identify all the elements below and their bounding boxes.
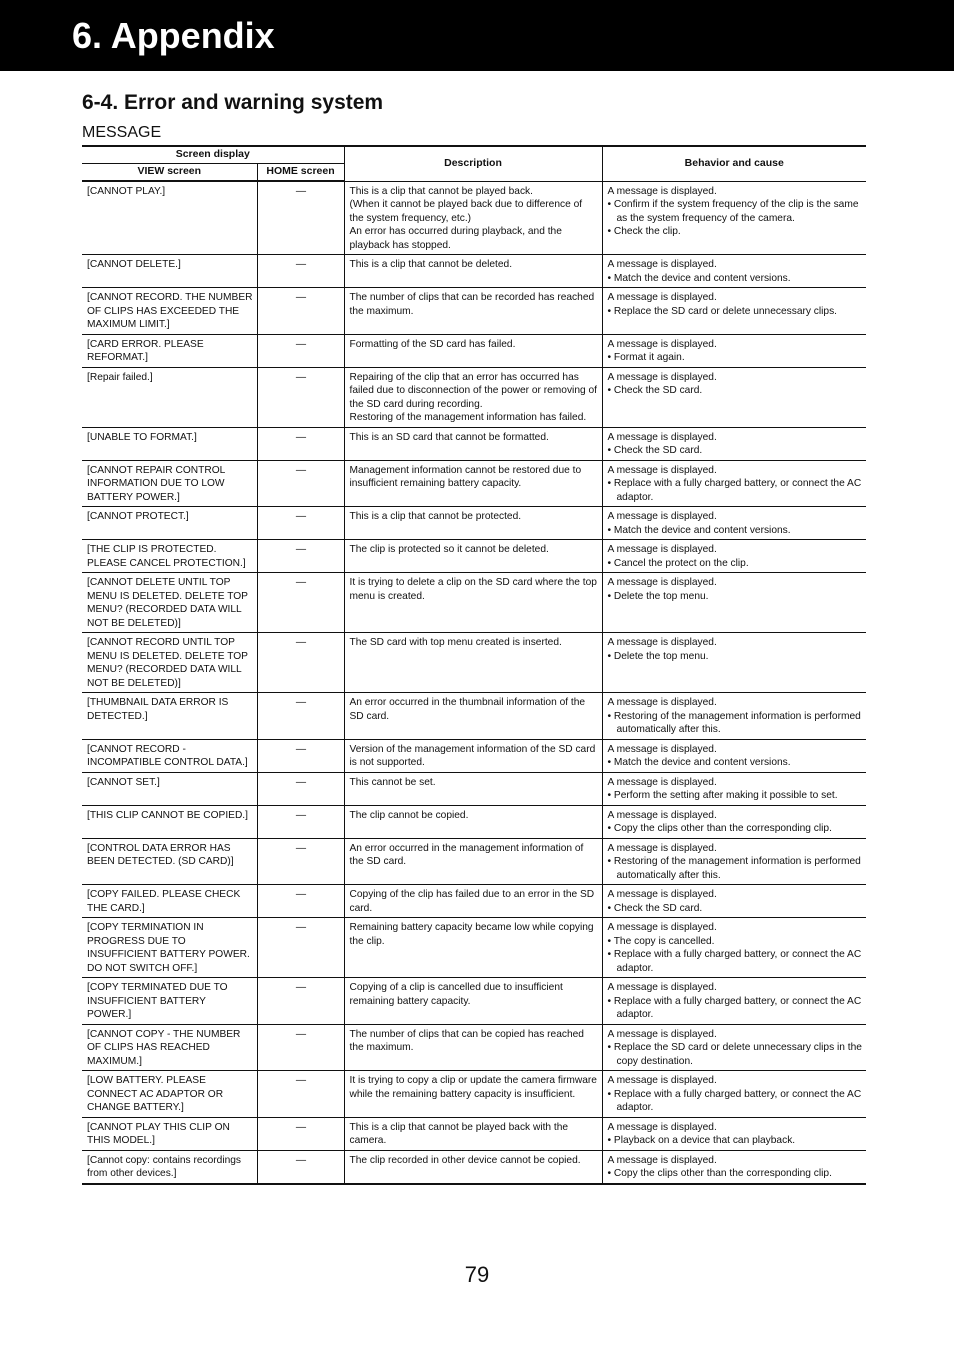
behavior-bullet: • Match the device and content versions. [607, 524, 791, 536]
behavior-bullet: • Cancel the protect on the clip. [607, 557, 749, 569]
table-row [82, 427, 866, 460]
view-screen-message: [LOW BATTERY. PLEASE CONNECT AC ADAPTOR OR CHANGE BATTERY.] [82, 1071, 257, 1118]
table-row [82, 255, 866, 288]
behavior-bullet: • Replace the SD card or delete unnecessary clips. [607, 305, 838, 317]
table-row [82, 288, 866, 335]
section-title: 6-4. Error and warning system [82, 91, 384, 114]
behavior-summary: A message is displayed. [607, 922, 717, 933]
behavior-bullet: • Restoring of the management information is performed automatically after this. [607, 856, 861, 881]
description-cell: This is a clip that cannot be played back with the camera. [344, 1117, 602, 1150]
home-screen-message: — [257, 1117, 344, 1150]
description-cell: Version of the management information of the SD card is not supported. [344, 739, 602, 772]
behavior-summary: A message is displayed. [607, 338, 717, 350]
description-cell: The clip recorded in other device cannot be copied. [344, 1150, 602, 1184]
table-row [82, 1024, 866, 1071]
behavior-summary: A message is displayed. [607, 1075, 717, 1086]
behavior-cell [602, 427, 866, 460]
description-cell: It is trying to delete a clip on the SD card where the top menu is created. [344, 573, 602, 633]
home-screen-message: — [257, 255, 344, 288]
behavior-summary: A message is displayed. [607, 889, 717, 900]
view-screen-message: [THIS CLIP CANNOT BE COPIED.] [82, 805, 257, 838]
behavior-summary: A message is displayed. [607, 431, 717, 443]
table-row [82, 838, 866, 885]
behavior-summary: A message is displayed. [607, 544, 717, 555]
home-screen-message: — [257, 805, 344, 838]
behavior-cell [602, 633, 866, 693]
home-screen-message: — [257, 334, 344, 367]
home-screen-message: — [257, 573, 344, 633]
view-screen-message: [CANNOT SET.] [82, 772, 257, 805]
behavior-bullet: • Perform the setting after making it possible to set. [607, 790, 838, 801]
view-screen-message: [CANNOT DELETE UNTIL TOP MENU IS DELETED. DELETE TOP MENU? (RECORDED DATA WILL NOT BE DELETED)] [82, 573, 257, 633]
behavior-bullet: • Copy the clips other than the corresponding clip. [607, 823, 832, 834]
home-screen-message: — [257, 772, 344, 805]
behavior-summary: A message is displayed. [607, 697, 717, 708]
table-row [82, 367, 866, 427]
chapter-title: 6. Appendix [72, 15, 275, 56]
behavior-bullet: • Format it again. [607, 352, 685, 363]
description-cell: An error occurred in the thumbnail information of the SD card. [344, 693, 602, 740]
behavior-bullet: • Replace with a fully charged battery, or connect the AC adaptor. [607, 478, 862, 503]
table-row [82, 334, 866, 367]
table-row [82, 540, 866, 573]
behavior-summary: A message is displayed. [607, 577, 717, 588]
behavior-cell [602, 1024, 866, 1071]
view-screen-message: [COPY TERMINATION IN PROGRESS DUE TO INSUFFICIENT BATTERY POWER. DO NOT SWITCH OFF.] [82, 918, 257, 978]
page-number: 79 [464, 1262, 490, 1287]
behavior-summary: A message is displayed. [607, 809, 717, 821]
table-row [82, 573, 866, 633]
behavior-bullet: • Copy the clips other than the corresponding clip. [607, 1168, 832, 1179]
table-row [82, 460, 866, 507]
home-screen-message: — [257, 1071, 344, 1118]
table-header [82, 146, 866, 181]
behavior-bullet: • Restoring of the management information is performed automatically after this. [607, 710, 861, 735]
table-row [82, 885, 866, 918]
home-screen-message: — [257, 978, 344, 1025]
home-screen-message: — [257, 367, 344, 427]
behavior-cell [602, 367, 866, 427]
behavior-cell [602, 805, 866, 838]
view-screen-message: [Cannot copy: contains recordings from other devices.] [82, 1150, 257, 1184]
description-cell: It is trying to copy a clip or update the camera firmware while the remaining battery capacity is insufficient. [344, 1071, 602, 1118]
view-screen-message: [CANNOT PROTECT.] [82, 507, 257, 540]
home-screen-message: — [257, 181, 344, 255]
description-cell: Copying of the clip has failed due to an error in the SD card. [344, 885, 602, 918]
table-row [82, 772, 866, 805]
behavior-cell [602, 772, 866, 805]
home-screen-message: — [257, 507, 344, 540]
behavior-cell [602, 978, 866, 1025]
behavior-summary: A message is displayed. [607, 371, 717, 383]
behavior-cell [602, 1117, 866, 1150]
home-screen-message: — [257, 460, 344, 507]
behavior-cell [602, 838, 866, 885]
table-row [82, 181, 866, 255]
header-view-screen: VIEW screen [82, 164, 257, 182]
view-screen-message: [CANNOT PLAY.] [82, 181, 257, 255]
home-screen-message: — [257, 288, 344, 335]
view-screen-message: [COPY FAILED. PLEASE CHECK THE CARD.] [82, 885, 257, 918]
home-screen-message: — [257, 540, 344, 573]
description-cell: This is a clip that cannot be played back. (When it cannot be played back due to difference of the system frequency, etc.) An error has occurred during playback, and the playback has stopped. [344, 181, 602, 255]
view-screen-message: [CANNOT REPAIR CONTROL INFORMATION DUE TO LOW BATTERY POWER.] [82, 460, 257, 507]
view-screen-message: [CANNOT RECORD - INCOMPATIBLE CONTROL DATA.] [82, 739, 257, 772]
description-cell: Repairing of the clip that an error has occurred has failed due to disconnection of the power or removing of the SD card during recording. Restoring of the management information has failed. [344, 367, 602, 427]
table-body [82, 181, 866, 1184]
description-cell: The clip is protected so it cannot be deleted. [344, 540, 602, 573]
table-row [82, 1150, 866, 1184]
view-screen-message: [CANNOT PLAY THIS CLIP ON THIS MODEL.] [82, 1117, 257, 1150]
behavior-cell [602, 288, 866, 335]
behavior-cell [602, 918, 866, 978]
behavior-summary: A message is displayed. [607, 185, 717, 197]
behavior-bullet: • Delete the top menu. [607, 650, 709, 662]
header-screen-display: Screen display [82, 146, 344, 164]
behavior-bullet: • Replace the SD card or delete unnecessary clips in the copy destination. [607, 1042, 862, 1067]
description-cell: An error occurred in the management information of the SD card. [344, 838, 602, 885]
home-screen-message: — [257, 918, 344, 978]
description-cell: The number of clips that can be copied has reached the maximum. [344, 1024, 602, 1071]
table-row [82, 633, 866, 693]
behavior-bullet: • Check the SD card. [607, 445, 703, 456]
description-cell: This cannot be set. [344, 772, 602, 805]
behavior-cell [602, 739, 866, 772]
home-screen-message: — [257, 739, 344, 772]
behavior-summary: A message is displayed. [607, 1028, 717, 1040]
behavior-cell [602, 255, 866, 288]
table-row [82, 693, 866, 740]
behavior-cell [602, 460, 866, 507]
behavior-bullet: • Replace with a fully charged battery, or connect the AC adaptor. [607, 995, 862, 1020]
home-screen-message: — [257, 838, 344, 885]
home-screen-message: — [257, 693, 344, 740]
header-home-screen: HOME screen [257, 164, 344, 182]
behavior-bullet: • Playback on a device that can playback. [607, 1135, 796, 1146]
description-cell: The number of clips that can be recorded has reached the maximum. [344, 288, 602, 335]
view-screen-message: [CANNOT DELETE.] [82, 255, 257, 288]
description-cell: This is a clip that cannot be deleted. [344, 255, 602, 288]
table-row [82, 978, 866, 1025]
view-screen-message: [CANNOT COPY - THE NUMBER OF CLIPS HAS REACHED MAXIMUM.] [82, 1024, 257, 1071]
header-description: Description [344, 146, 602, 181]
behavior-bullet: • Confirm if the system frequency of the clip is the same as the system frequency of the camera. [607, 199, 859, 224]
description-cell: The clip cannot be copied. [344, 805, 602, 838]
view-screen-message: [UNABLE TO FORMAT.] [82, 427, 257, 460]
behavior-summary: A message is displayed. [607, 259, 717, 270]
view-screen-message: [CONTROL DATA ERROR HAS BEEN DETECTED. (SD CARD)] [82, 838, 257, 885]
table-row [82, 805, 866, 838]
description-cell: The SD card with top menu created is inserted. [344, 633, 602, 693]
behavior-bullet: • Match the device and content versions. [607, 272, 791, 284]
behavior-cell [602, 1150, 866, 1184]
behavior-cell [602, 540, 866, 573]
header-behavior: Behavior and cause [602, 146, 866, 181]
behavior-cell [602, 1071, 866, 1118]
table-row [82, 1117, 866, 1150]
behavior-summary: A message is displayed. [607, 842, 717, 854]
behavior-summary: A message is displayed. [607, 1154, 717, 1166]
behavior-summary: A message is displayed. [607, 743, 717, 755]
behavior-bullet: • Check the SD card. [607, 385, 703, 396]
behavior-summary: A message is displayed. [607, 464, 717, 476]
behavior-bullet: • Match the device and content versions. [607, 757, 791, 768]
behavior-bullet: • Check the clip. [607, 226, 681, 237]
behavior-bullet: • Delete the top menu. [607, 590, 709, 602]
view-screen-message: [CARD ERROR. PLEASE REFORMAT.] [82, 334, 257, 367]
view-screen-message: [CANNOT RECORD. THE NUMBER OF CLIPS HAS EXCEEDED THE MAXIMUM LIMIT.] [82, 288, 257, 335]
view-screen-message: [CANNOT RECORD UNTIL TOP MENU IS DELETED. DELETE TOP MENU? (RECORDED DATA WILL NOT BE DELETED)] [82, 633, 257, 693]
behavior-cell [602, 693, 866, 740]
behavior-cell [602, 507, 866, 540]
behavior-summary: A message is displayed. [607, 776, 717, 788]
home-screen-message: — [257, 1150, 344, 1184]
description-cell: Formatting of the SD card has failed. [344, 334, 602, 367]
behavior-bullet: • Replace with a fully charged battery, or connect the AC adaptor. [607, 1088, 862, 1113]
description-cell: This is an SD card that cannot be formatted. [344, 427, 602, 460]
table-row [82, 1071, 866, 1118]
home-screen-message: — [257, 633, 344, 693]
behavior-summary: A message is displayed. [607, 1121, 717, 1133]
view-screen-message: [Repair failed.] [82, 367, 257, 427]
behavior-cell [602, 181, 866, 255]
table-row [82, 507, 866, 540]
description-cell: Management information cannot be restored due to insufficient remaining battery capacity. [344, 460, 602, 507]
home-screen-message: — [257, 1024, 344, 1071]
behavior-summary: A message is displayed. [607, 982, 717, 993]
table-row [82, 918, 866, 978]
description-cell: Remaining battery capacity became low while copying the clip. [344, 918, 602, 978]
behavior-cell [602, 573, 866, 633]
view-screen-message: [COPY TERMINATED DUE TO INSUFFICIENT BATTERY POWER.] [82, 978, 257, 1025]
home-screen-message: — [257, 885, 344, 918]
behavior-cell [602, 885, 866, 918]
table-subtitle: MESSAGE [82, 124, 162, 141]
behavior-bullet: • Check the SD card. [607, 902, 703, 914]
behavior-bullet: • The copy is cancelled. [607, 935, 715, 947]
chapter-banner [0, 0, 954, 71]
description-cell: Copying of a clip is cancelled due to insufficient remaining battery capacity. [344, 978, 602, 1025]
behavior-bullet: • Replace with a fully charged battery, or connect the AC adaptor. [607, 949, 862, 974]
message-table [82, 145, 866, 1185]
behavior-summary: A message is displayed. [607, 637, 717, 648]
view-screen-message: [THUMBNAIL DATA ERROR IS DETECTED.] [82, 693, 257, 740]
behavior-cell [602, 334, 866, 367]
behavior-summary: A message is displayed. [607, 511, 717, 522]
description-cell: This is a clip that cannot be protected. [344, 507, 602, 540]
view-screen-message: [THE CLIP IS PROTECTED. PLEASE CANCEL PROTECTION.] [82, 540, 257, 573]
home-screen-message: — [257, 427, 344, 460]
behavior-summary: A message is displayed. [607, 292, 717, 303]
table-row [82, 739, 866, 772]
